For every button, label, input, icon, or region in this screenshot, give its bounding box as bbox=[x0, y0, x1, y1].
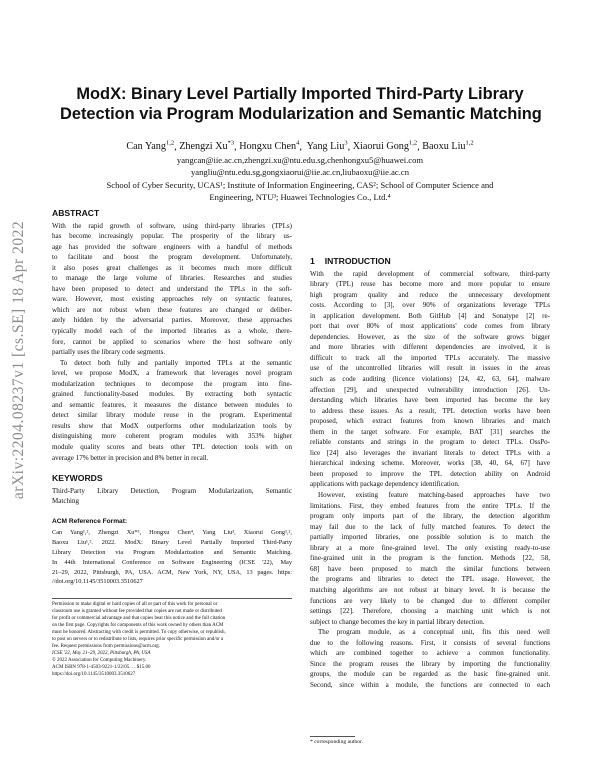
text-line: them in the target software. For example, BAT [31] searches the bbox=[310, 427, 550, 436]
text-line: which are not robust when these features are changed or deliber- bbox=[52, 305, 292, 314]
author: Hongxu Chen$^4$ bbox=[239, 140, 300, 153]
text-line: The program module, as a conceptual unit, fits this need well bbox=[318, 628, 550, 637]
text-line: settings [22]. Therefore, choosing a matching unit which is not bbox=[310, 607, 550, 616]
text-line: such as code auditing (licence violations) [24, 42, 63, 64], malware bbox=[310, 375, 550, 384]
author-list: Can Yang$^{1,2}$, Zhengzi Xu$^{*3}$, Hongxu Chen$^4$, Yang Liu$^3$, Xiaorui Gong$^{1,2}$, Baoxu Liu$^{1,2}$ bbox=[126, 140, 474, 153]
text-line: results show that ModX outperforms other modularization tools by bbox=[52, 421, 292, 430]
footnote: * corresponding author. bbox=[310, 739, 363, 745]
text-line: affection [29], and unexpected vulnerability introduction [26]. Un- bbox=[310, 385, 550, 394]
right-column bbox=[310, 256, 550, 690]
text-line: distinguishing more coherent program modules with 353% higher bbox=[52, 432, 292, 441]
text-line: dependencies. However, as the size of the software grows bigger bbox=[310, 332, 550, 341]
text-line: it also poses great challenges as it becomes much more difficult bbox=[52, 263, 292, 272]
title-line: Detection via Program Modularization and Semantic Matching bbox=[60, 105, 542, 123]
permission-line: https://doi.org/10.1145/3510003.3510627 bbox=[52, 672, 136, 678]
permission-line: ICSE '22, May 21–29, 2022, Pittsburgh, PA, USA bbox=[52, 651, 151, 657]
text-line: difficult to track all the imported TPLs accurately. The massive bbox=[310, 353, 550, 362]
text-line: library (TPL) reuse has become more and more popular to ensure bbox=[310, 280, 550, 289]
text-line: hierarchical indexing scheme. Moreover, works [38, 40, 64, 67] have bbox=[310, 459, 550, 468]
text-line: partially imported libraries, one possible solution is to match the bbox=[310, 533, 550, 542]
text-line: limitations. First, they embed features from the entire TPLs. If the bbox=[310, 501, 550, 510]
permission-line: for profit or commercial advantage and that copies bear this notice and the full citation bbox=[52, 616, 226, 622]
text-line: 68] have been proposed to match the similar functions between bbox=[310, 564, 550, 573]
text-line: To detect both fully and partially imported TPLs at the semantic bbox=[60, 358, 292, 367]
text-line: With the rapid growth of software, using third-party libraries (TPLs) bbox=[52, 221, 292, 230]
acm-reference-heading: ACM Reference Format: bbox=[52, 517, 128, 525]
text-line: fine-grained unit in the program is the function. Methods [22, 58, bbox=[310, 554, 550, 563]
abstract-body bbox=[52, 221, 292, 464]
text-line: average 17% better in precision and 8% better in recall. bbox=[52, 453, 209, 462]
text-line: due to the following reasons. First, it consists of several functions bbox=[310, 638, 550, 647]
permission-line: classroom use is granted without fee provided that copies are not made or distributed bbox=[52, 609, 222, 615]
text-line: Third-Party Library Detection, Program Modularization, Semantic bbox=[52, 486, 292, 495]
text-line: Baoxu Liu¹,². 2022. ModX: Binary Level Partially Imported Third-Party bbox=[52, 539, 292, 547]
text-line: matching algorithms are not robust at binary level. It is because the bbox=[310, 585, 550, 594]
author: Baoxu Liu$^{1,2}$ bbox=[422, 140, 474, 153]
text-line: //doi.org/10.1145/3510003.3510627 bbox=[52, 578, 143, 586]
text-line: to address these issues. As a result, TPL detection works have been bbox=[310, 406, 550, 415]
introduction-heading: 1 INTRODUCTION bbox=[310, 256, 391, 266]
keywords-body bbox=[52, 486, 292, 507]
text-line: ately hidden by the adversarial parties. Moreover, these approaches bbox=[52, 316, 292, 325]
text-line: library at a more fine-grained level. The only existing ready-to-use bbox=[310, 543, 550, 552]
text-line: ware. However, most existing approaches rely on syntactic features, bbox=[52, 295, 292, 304]
text-line: applications with package dependency identification. bbox=[310, 480, 460, 489]
text-line: to facilitate and boost the program development. Unfortunately, bbox=[52, 253, 292, 262]
text-line: use of the uncontrolled libraries will result in issues in the areas bbox=[310, 364, 550, 373]
permission-line: to post on servers or to redistribute to lists, requires prior specific permission and/or a bbox=[52, 637, 224, 643]
text-line: in application development. Both GitHub [4] and Sonatype [2] re- bbox=[310, 311, 550, 320]
text-line: to manage the large volume of libraries. Researches and studies bbox=[52, 274, 292, 283]
permission-rule bbox=[52, 598, 292, 599]
text-line: have been proposed to detect and understand the TPLs in the soft- bbox=[52, 284, 292, 293]
text-line: Second, since within a module, the functions are connected to each bbox=[310, 680, 550, 689]
permission-line: ACM ISBN 978-1-4503-9221-1/22/05. . . $15.00 bbox=[52, 665, 151, 671]
permission-notice bbox=[52, 601, 292, 679]
text-line: port that over 80% of most applications' code comes from library bbox=[310, 322, 550, 331]
text-line: program only imports part of the library, the detection algorithm bbox=[310, 512, 550, 521]
permission-line: Permission to make digital or hard copies of all or part of this work for personal or bbox=[52, 602, 218, 607]
text-line: derstanding which libraries have been imported has become the key bbox=[310, 396, 550, 405]
text-line: typically model each of the imported libraries as a whole, there- bbox=[52, 327, 292, 336]
affiliation-line: School of Cyber Security, UCAS¹; Institute of Information Engineering, CAS²; School of Computer Science and bbox=[106, 180, 494, 190]
text-line: modularization techniques to decompose the program into fine- bbox=[52, 379, 292, 388]
footnote-rule bbox=[310, 736, 355, 737]
text-line: With the rapid development of commercial software, third-party bbox=[310, 269, 550, 278]
text-line: subject to change becomes the key in partial library detection. bbox=[310, 617, 485, 626]
text-line: grained functionality-based modules. By extracting both syntactic bbox=[52, 390, 292, 399]
text-line: lice [24] also leverages the invariant literals to detect TPLs with a bbox=[310, 448, 550, 457]
text-line: partially uses the library code segments. bbox=[52, 348, 166, 357]
text-line: In 44th International Conference on Software Engineering (ICSE '22), May bbox=[52, 558, 292, 566]
text-line: groups, the module can be regarded as the basic fine-grained unit. bbox=[310, 670, 550, 679]
text-line: Matching bbox=[52, 497, 80, 506]
text-line: may fail due to the lack of fully matched features. To detect the bbox=[310, 522, 550, 531]
acm-reference-body bbox=[52, 528, 292, 587]
text-line: level, we propose ModX, a framework that leverages novel program bbox=[52, 369, 292, 378]
text-line: been proposed to improve the TPL detection ability on Android bbox=[310, 469, 550, 478]
title-line: ModX: Binary Level Partially Imported Third-Party Library bbox=[76, 85, 524, 103]
text-line: 21–29, 2022, Pittsburgh, PA, USA. ACM, New York, NY, USA, 13 pages. https: bbox=[52, 568, 292, 576]
permission-line: © 2022 Association for Computing Machinery. bbox=[52, 658, 147, 664]
permission-line: fee. Request permissions from permissions@acm.org. bbox=[52, 644, 160, 650]
text-line: However, existing feature matching-based approaches have two bbox=[318, 491, 550, 500]
permission-line: on the first page. Copyrights for components of this work owned by others than ACM bbox=[52, 623, 224, 629]
permission-line: must be honored. Abstracting with credit is permitted. To copy otherwise, or republish, bbox=[52, 630, 226, 636]
text-line: Since the program reuses the library by importing the functionality bbox=[310, 659, 550, 668]
paper-title bbox=[60, 84, 540, 124]
text-line: high program quality and reduce the unnecessary development bbox=[310, 290, 550, 299]
text-line: reliable constants and strings in the program to detect TPLs. OssPo- bbox=[310, 438, 550, 447]
abstract-heading: ABSTRACT bbox=[52, 208, 100, 218]
left-column bbox=[52, 208, 292, 587]
author: Yang Liu$^3$ bbox=[306, 140, 348, 153]
text-line: which are combined together to achieve a common functionality. bbox=[310, 649, 550, 658]
text-line: costs. According to [3], over 90% of organizations leverage TPLs bbox=[310, 301, 550, 310]
author: Zhengzi Xu$^{*3}$ bbox=[179, 140, 235, 153]
email-line: yangliu@ntu.edu.sg,gongxiaorui@iie.ac.cn,liubaoxu@iie.ac.cn bbox=[191, 167, 409, 177]
author: Xiaorui Gong$^{1,2}$ bbox=[352, 140, 418, 153]
text-line: has become increasingly popular. The prosperity of the library us- bbox=[52, 232, 292, 241]
text-line: Can Yang¹,², Zhengzi Xu*³, Hongxu Chen⁴, Yang Liu³, Xiaorui Gong¹,², bbox=[52, 529, 292, 537]
text-line: the programs and libraries to detect the TPL usage. However, the bbox=[310, 575, 550, 584]
author: Can Yang$^{1,2}$ bbox=[126, 140, 175, 153]
text-line: proposed, which extract features from known libraries and match bbox=[310, 417, 550, 426]
text-line: detect similar library module reuse in the program. Experimental bbox=[52, 411, 292, 420]
email-line: yangcan@iie.ac.cn,zhengzi.xu@ntu.edu.sg,chenhongxu5@huawei.com bbox=[176, 155, 424, 165]
arxiv-stamp: arXiv:2204.08237v1 [cs.SE] 18 Apr 2022 bbox=[10, 220, 27, 500]
text-line: age has provided the software engineers with a handful of methods bbox=[52, 242, 292, 251]
affiliation-line: Engineering, NTU³; Huawei Technologies Co., Ltd.⁴ bbox=[209, 192, 391, 202]
text-line: and more libraries with different dependencies are involved, it is bbox=[310, 343, 550, 352]
author-emails bbox=[60, 154, 540, 178]
author-affiliations bbox=[60, 179, 540, 203]
text-line: module quality scores and beats other TPL detection tools with on bbox=[52, 443, 292, 452]
text-line: functions are very likely to be changed due to different compiler bbox=[310, 596, 550, 605]
introduction-body bbox=[310, 269, 550, 691]
text-line: Library Detection via Program Modularization and Semantic Matching. bbox=[52, 548, 292, 556]
keywords-heading: KEYWORDS bbox=[52, 473, 103, 484]
text-line: fore, cannot be applied to scenarios where the host software only bbox=[52, 337, 292, 346]
text-line: and semantic features, it measures the distance between modules to bbox=[52, 400, 292, 409]
